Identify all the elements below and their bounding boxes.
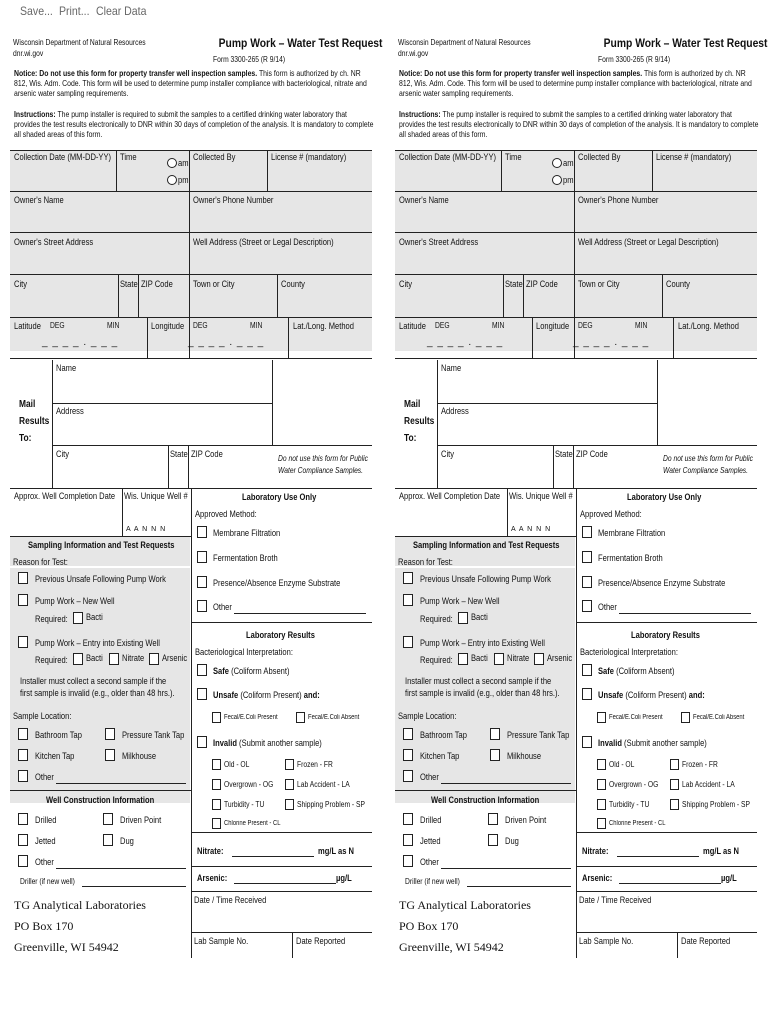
lab-address-line1: TG Analytical Laboratories — [14, 898, 146, 912]
approved-method-label: Approved Method: — [195, 509, 257, 519]
pm-radio[interactable] — [552, 175, 562, 185]
fermentation-checkbox[interactable] — [197, 551, 207, 563]
frozen-checkbox[interactable] — [670, 759, 679, 770]
invalid-checkbox[interactable] — [197, 736, 207, 748]
lab-sample-label: Lab Sample No. — [579, 936, 634, 946]
milkhouse-label: Milkhouse — [122, 751, 157, 761]
driven-label: Driven Point — [505, 815, 547, 825]
notice-text: Notice: Do not use this form for property transfer well inspection samples. This form is authorized by ch. NR 812, Wis. Adm. Code. This form will be used to determine pump installer compliance with bacteriological, nitrate and arsenic water sampling requirements. — [14, 69, 367, 98]
town-label: Town or City — [193, 279, 235, 289]
other-location-checkbox[interactable] — [403, 770, 413, 782]
presence-label: Presence/Absence Enzyme Substrate — [213, 578, 341, 588]
prev-unsafe-label: Previous Unsafe Following Pump Work — [35, 574, 166, 584]
mail-address-label: Address — [441, 406, 469, 416]
existing-arsenic-label: Arsenic — [162, 653, 188, 663]
existing-arsenic-label: Arsenic — [547, 653, 573, 663]
new-well-bacti-label: Bacti — [471, 612, 488, 622]
no-public-note-2: Water Compliance Samples. — [278, 466, 364, 475]
date-received-label: Date / Time Received — [579, 895, 652, 905]
milkhouse-checkbox[interactable] — [105, 749, 115, 761]
driven-checkbox[interactable] — [488, 813, 498, 825]
mail-results-label-2: Results — [19, 416, 50, 427]
form-title: Pump Work – Water Test Request — [218, 36, 382, 50]
accident-checkbox[interactable] — [670, 779, 679, 790]
long-min-label: MIN — [250, 321, 263, 330]
am-radio[interactable] — [552, 158, 562, 168]
no-public-note: Do not use this form for Public — [663, 454, 754, 463]
driller-label: Driller (if new well) — [20, 877, 75, 886]
am-radio[interactable] — [167, 158, 177, 168]
latitude-label: Latitude — [399, 321, 426, 331]
accident-label: Lab Accident - LA — [682, 780, 735, 789]
existing-nitrate-checkbox[interactable] — [494, 653, 504, 665]
membrane-label: Membrane Filtration — [213, 528, 281, 538]
overgrown-checkbox[interactable] — [212, 779, 221, 790]
lat-entry[interactable]: _ _ _ _ . _ _ _ — [42, 337, 119, 348]
am-label: am — [178, 158, 189, 168]
longitude-label: Longitude — [536, 321, 570, 331]
driller-line[interactable] — [82, 886, 186, 887]
accident-label: Lab Accident - LA — [297, 780, 350, 789]
dug-label: Dug — [120, 836, 134, 846]
drilled-label: Drilled — [35, 815, 57, 825]
date-received-label: Date / Time Received — [194, 895, 267, 905]
chlorine-checkbox[interactable] — [597, 818, 606, 829]
lat-deg-label: DEG — [50, 321, 65, 330]
installer-note-2: first sample is invalid (e.g., older than 48 hrs.). — [405, 688, 560, 698]
completion-date-label: Approx. Well Completion Date — [14, 491, 116, 501]
kitchen-checkbox[interactable] — [403, 749, 413, 761]
milkhouse-checkbox[interactable] — [490, 749, 500, 761]
other-construction-line[interactable] — [56, 868, 186, 869]
instructions-text: Instructions: The pump installer is required to submit the samples to a certified drinking water laboratory that provides the test results electronically to DNR within 30 days of completion of the analysis. It is mandatory to complete all shaded areas of this form. — [14, 110, 374, 139]
nitrate-line[interactable] — [617, 856, 699, 857]
construction-title: Well Construction Information — [46, 795, 155, 805]
unsafe-label: Unsafe (Coliform Present) and: — [598, 690, 705, 700]
long-deg-label: DEG — [193, 321, 208, 330]
owner-name-label: Owner's Name — [14, 195, 64, 205]
mail-name-label: Name — [56, 363, 77, 373]
existing-well-required-label: Required: — [420, 655, 453, 665]
other-construction-label: Other — [420, 857, 439, 867]
construction-title: Well Construction Information — [431, 795, 540, 805]
long-entry[interactable]: _ _ _ _ . _ _ _ — [188, 337, 265, 348]
license-label: License # (mandatory) — [656, 152, 732, 162]
reason-label: Reason for Test: — [13, 557, 68, 567]
collected-by-label: Collected By — [193, 152, 236, 162]
mail-state-label: State — [170, 449, 188, 459]
new-well-label: Pump Work – New Well — [420, 596, 500, 606]
unsafe-checkbox[interactable] — [582, 688, 592, 700]
time-label: Time — [120, 152, 137, 162]
existing-well-checkbox[interactable] — [403, 636, 413, 648]
other-construction-checkbox[interactable] — [403, 855, 413, 867]
other-construction-checkbox[interactable] — [18, 855, 28, 867]
state-label: State — [505, 279, 523, 289]
presence-checkbox[interactable] — [197, 576, 207, 588]
lab-other-checkbox[interactable] — [197, 600, 207, 612]
other-location-label: Other — [35, 772, 54, 782]
lab-other-line[interactable] — [619, 613, 751, 614]
owner-phone-label: Owner's Phone Number — [578, 195, 659, 205]
no-public-note: Do not use this form for Public — [278, 454, 369, 463]
existing-bacti-label: Bacti — [86, 653, 103, 663]
long-min-label: MIN — [635, 321, 648, 330]
new-well-bacti-checkbox[interactable] — [458, 612, 468, 624]
long-entry[interactable]: _ _ _ _ . _ _ _ — [573, 337, 650, 348]
drilled-checkbox[interactable] — [403, 813, 413, 825]
unsafe-label: Unsafe (Coliform Present) and: — [213, 690, 320, 700]
fecal-absent-label: Fecal/E.Coli Absent — [693, 714, 745, 721]
membrane-label: Membrane Filtration — [598, 528, 666, 538]
old-checkbox[interactable] — [212, 759, 221, 770]
overgrown-label: Overgrown - OG — [609, 780, 659, 789]
nitrate-unit: mg/L as N — [318, 846, 355, 856]
bact-interp-label: Bacteriological Interpretation: — [195, 647, 293, 657]
lab-address-line3: Greenville, WI 54942 — [399, 940, 504, 954]
collection-date-label: Collection Date (MM-DD-YY) — [399, 152, 497, 162]
instructions-text: Instructions: The pump installer is required to submit the samples to a certified drinking water laboratory that provides the test results electronically to DNR within 30 days of completion of the analysis. It is mandatory to complete all shaded areas of this form. — [399, 110, 759, 139]
accident-checkbox[interactable] — [285, 779, 294, 790]
existing-bacti-checkbox[interactable] — [458, 653, 468, 665]
existing-arsenic-checkbox[interactable] — [149, 653, 159, 665]
presence-label: Presence/Absence Enzyme Substrate — [598, 578, 726, 588]
fecal-absent-label: Fecal/E.Coli Absent — [308, 714, 360, 721]
other-location-line[interactable] — [56, 783, 186, 784]
agency-website: dnr.wi.gov — [398, 49, 429, 58]
lab-address-line2: PO Box 170 — [14, 919, 74, 933]
mail-address-label: Address — [56, 406, 84, 416]
lab-other-line[interactable] — [234, 613, 366, 614]
installer-note: Installer must collect a second sample if the — [405, 676, 552, 686]
lat-entry[interactable]: _ _ _ _ . _ _ _ — [427, 337, 504, 348]
date-reported-label: Date Reported — [296, 936, 346, 946]
unique-well-label: Wis. Unique Well # — [124, 491, 188, 501]
driller-line[interactable] — [467, 886, 571, 887]
shipping-checkbox[interactable] — [670, 799, 679, 810]
fecal-present-checkbox[interactable] — [212, 712, 221, 723]
bathroom-label: Bathroom Tap — [35, 730, 82, 740]
membrane-checkbox[interactable] — [582, 526, 592, 538]
time-label: Time — [505, 152, 522, 162]
mail-name-label: Name — [441, 363, 462, 373]
overgrown-checkbox[interactable] — [597, 779, 606, 790]
collected-by-label: Collected By — [578, 152, 621, 162]
lab-address-line3: Greenville, WI 54942 — [14, 940, 119, 954]
date-reported-label: Date Reported — [681, 936, 731, 946]
fermentation-checkbox[interactable] — [582, 551, 592, 563]
old-label: Old - OL — [224, 760, 250, 769]
fecal-present-label: Fecal/E.Coli Present — [609, 714, 663, 721]
lab-other-label: Other — [598, 602, 617, 612]
shipping-label: Shipping Problem - SP — [297, 800, 365, 809]
fecal-absent-checkbox[interactable] — [681, 712, 690, 723]
other-location-checkbox[interactable] — [18, 770, 28, 782]
milkhouse-label: Milkhouse — [507, 751, 542, 761]
latlong-method-label: Lat./Long. Method — [678, 321, 739, 331]
mail-results-label: Mail — [19, 399, 36, 410]
turbidity-checkbox[interactable] — [212, 799, 221, 810]
lab-address-line1: TG Analytical Laboratories — [399, 898, 531, 912]
jetted-label: Jetted — [420, 836, 441, 846]
existing-nitrate-label: Nitrate — [122, 653, 145, 663]
kitchen-label: Kitchen Tap — [420, 751, 460, 761]
lat-min-label: MIN — [107, 321, 120, 330]
unique-well-chars: A A N N N — [511, 526, 552, 533]
arsenic-unit: µg/L — [721, 873, 737, 883]
chlorine-checkbox[interactable] — [212, 818, 221, 829]
owner-phone-label: Owner's Phone Number — [193, 195, 274, 205]
county-label: County — [666, 279, 690, 289]
prev-unsafe-label: Previous Unsafe Following Pump Work — [420, 574, 551, 584]
latitude-label: Latitude — [14, 321, 41, 331]
fecal-present-checkbox[interactable] — [597, 712, 606, 723]
sampling-title: Sampling Information and Test Requests — [28, 540, 175, 550]
zip-label: ZIP Code — [526, 279, 558, 289]
sampling-title: Sampling Information and Test Requests — [413, 540, 560, 550]
existing-bacti-checkbox[interactable] — [73, 653, 83, 665]
approved-method-label: Approved Method: — [580, 509, 642, 519]
completion-date-label: Approx. Well Completion Date — [399, 491, 501, 501]
frozen-label: Frozen - FR — [682, 760, 718, 769]
mail-zip-label: ZIP Code — [576, 449, 608, 459]
drilled-label: Drilled — [420, 815, 442, 825]
other-construction-line[interactable] — [441, 868, 571, 869]
existing-well-required-label: Required: — [35, 655, 68, 665]
pressure-tank-label: Pressure Tank Tap — [507, 730, 570, 740]
prev-unsafe-checkbox[interactable] — [403, 572, 413, 584]
mail-city-label: City — [441, 449, 455, 459]
agency-name: Wisconsin Department of Natural Resources — [398, 38, 531, 47]
invalid-label: Invalid (Submit another sample) — [598, 738, 707, 748]
lab-address-line2: PO Box 170 — [399, 919, 459, 933]
dug-label: Dug — [505, 836, 519, 846]
installer-note: Installer must collect a second sample if the — [20, 676, 167, 686]
old-label: Old - OL — [609, 760, 635, 769]
lab-use-title: Laboratory Use Only — [627, 492, 702, 502]
safe-checkbox[interactable] — [582, 664, 592, 676]
other-construction-label: Other — [35, 857, 54, 867]
frozen-checkbox[interactable] — [285, 759, 294, 770]
arsenic-unit: µg/L — [336, 873, 352, 883]
new-well-bacti-checkbox[interactable] — [73, 612, 83, 624]
driller-label: Driller (if new well) — [405, 877, 460, 886]
pressure-tank-label: Pressure Tank Tap — [122, 730, 185, 740]
dug-checkbox[interactable] — [103, 834, 113, 846]
lab-results-title: Laboratory Results — [631, 630, 700, 640]
other-location-line[interactable] — [441, 783, 571, 784]
no-public-note-2: Water Compliance Samples. — [663, 466, 749, 475]
mail-city-label: City — [56, 449, 70, 459]
sample-location-label: Sample Location: — [13, 711, 72, 721]
unique-well-chars: A A N N N — [126, 526, 167, 533]
lab-other-label: Other — [213, 602, 232, 612]
drilled-checkbox[interactable] — [18, 813, 28, 825]
long-deg-label: DEG — [578, 321, 593, 330]
new-well-bacti-label: Bacti — [86, 612, 103, 622]
save-button[interactable]: Save... — [20, 4, 53, 18]
bact-interp-label: Bacteriological Interpretation: — [580, 647, 678, 657]
safe-label: Safe (Coliform Absent) — [213, 666, 290, 676]
sample-location-label: Sample Location: — [398, 711, 457, 721]
prev-unsafe-checkbox[interactable] — [18, 572, 28, 584]
pressure-tank-checkbox[interactable] — [105, 728, 115, 740]
existing-well-label: Pump Work – Entry into Existing Well — [420, 638, 545, 648]
new-well-required-label: Required: — [35, 614, 68, 624]
bathroom-label: Bathroom Tap — [420, 730, 467, 740]
form-title: Pump Work – Water Test Request — [603, 36, 767, 50]
nitrate-line[interactable] — [232, 856, 314, 857]
nitrate-label: Nitrate: — [582, 846, 609, 856]
nitrate-unit: mg/L as N — [703, 846, 740, 856]
turbidity-label: Turbidity - TU — [609, 800, 650, 809]
unsafe-checkbox[interactable] — [197, 688, 207, 700]
shipping-label: Shipping Problem - SP — [682, 800, 750, 809]
mail-state-label: State — [555, 449, 573, 459]
town-label: Town or City — [578, 279, 620, 289]
arsenic-line[interactable] — [234, 883, 336, 884]
jetted-label: Jetted — [35, 836, 56, 846]
unique-well-label: Wis. Unique Well # — [509, 491, 573, 501]
owner-street-label: Owner's Street Address — [14, 237, 94, 247]
kitchen-label: Kitchen Tap — [35, 751, 75, 761]
invalid-label: Invalid (Submit another sample) — [213, 738, 322, 748]
frozen-label: Frozen - FR — [297, 760, 333, 769]
existing-nitrate-checkbox[interactable] — [109, 653, 119, 665]
form-number: Form 3300-265 (R 9/14) — [598, 55, 671, 64]
latlong-method-label: Lat./Long. Method — [293, 321, 354, 331]
well-address-label: Well Address (Street or Legal Description) — [578, 237, 719, 247]
mail-results-label: Mail — [404, 399, 421, 410]
driven-checkbox[interactable] — [103, 813, 113, 825]
safe-checkbox[interactable] — [197, 664, 207, 676]
zip-label: ZIP Code — [141, 279, 173, 289]
toolbar — [0, 0, 770, 24]
bathroom-checkbox[interactable] — [403, 728, 413, 740]
existing-nitrate-label: Nitrate — [507, 653, 530, 663]
lat-min-label: MIN — [492, 321, 505, 330]
county-label: County — [281, 279, 305, 289]
am-label: am — [563, 158, 574, 168]
nitrate-label: Nitrate: — [197, 846, 224, 856]
owner-street-label: Owner's Street Address — [399, 237, 479, 247]
mail-results-label-3: To: — [19, 433, 32, 444]
longitude-label: Longitude — [151, 321, 185, 331]
arsenic-label: Arsenic: — [197, 873, 228, 883]
jetted-checkbox[interactable] — [403, 834, 413, 846]
invalid-checkbox[interactable] — [582, 736, 592, 748]
pm-radio[interactable] — [167, 175, 177, 185]
fecal-absent-checkbox[interactable] — [296, 712, 305, 723]
overgrown-label: Overgrown - OG — [224, 780, 274, 789]
presence-checkbox[interactable] — [582, 576, 592, 588]
lat-deg-label: DEG — [435, 321, 450, 330]
old-checkbox[interactable] — [597, 759, 606, 770]
pm-label: pm — [563, 175, 574, 185]
existing-well-label: Pump Work – Entry into Existing Well — [35, 638, 160, 648]
print-button[interactable]: Print... — [59, 4, 90, 18]
existing-arsenic-checkbox[interactable] — [534, 653, 544, 665]
existing-well-checkbox[interactable] — [18, 636, 28, 648]
arsenic-label: Arsenic: — [582, 873, 613, 883]
reason-label: Reason for Test: — [398, 557, 453, 567]
safe-label: Safe (Coliform Absent) — [598, 666, 675, 676]
lab-other-checkbox[interactable] — [582, 600, 592, 612]
form-copy-right — [395, 34, 767, 1014]
bathroom-checkbox[interactable] — [18, 728, 28, 740]
pm-label: pm — [178, 175, 189, 185]
fermentation-label: Fermentation Broth — [598, 553, 663, 563]
new-well-checkbox[interactable] — [18, 594, 28, 606]
form-number: Form 3300-265 (R 9/14) — [213, 55, 286, 64]
city-label: City — [14, 279, 28, 289]
lab-sample-label: Lab Sample No. — [194, 936, 249, 946]
membrane-checkbox[interactable] — [197, 526, 207, 538]
driven-label: Driven Point — [120, 815, 162, 825]
installer-note-2: first sample is invalid (e.g., older than 48 hrs.). — [20, 688, 175, 698]
mail-results-label-3: To: — [404, 433, 417, 444]
dug-checkbox[interactable] — [488, 834, 498, 846]
well-address-label: Well Address (Street or Legal Description) — [193, 237, 334, 247]
pressure-tank-checkbox[interactable] — [490, 728, 500, 740]
lab-use-title: Laboratory Use Only — [242, 492, 317, 502]
fecal-present-label: Fecal/E.Coli Present — [224, 714, 278, 721]
license-label: License # (mandatory) — [271, 152, 347, 162]
kitchen-checkbox[interactable] — [18, 749, 28, 761]
shipping-checkbox[interactable] — [285, 799, 294, 810]
new-well-required-label: Required: — [420, 614, 453, 624]
jetted-checkbox[interactable] — [18, 834, 28, 846]
turbidity-label: Turbidity - TU — [224, 800, 265, 809]
fermentation-label: Fermentation Broth — [213, 553, 278, 563]
chlorine-label: Chlorine Present - CL — [609, 820, 666, 827]
mail-results-label-2: Results — [404, 416, 435, 427]
mail-zip-label: ZIP Code — [191, 449, 223, 459]
new-well-label: Pump Work – New Well — [35, 596, 115, 606]
agency-website: dnr.wi.gov — [13, 49, 44, 58]
form-copy-left — [10, 34, 382, 1014]
collection-date-label: Collection Date (MM-DD-YY) — [14, 152, 112, 162]
other-location-label: Other — [420, 772, 439, 782]
clear-data-button[interactable]: Clear Data — [96, 4, 147, 18]
lab-results-title: Laboratory Results — [246, 630, 315, 640]
owner-name-label: Owner's Name — [399, 195, 449, 205]
city-label: City — [399, 279, 413, 289]
new-well-checkbox[interactable] — [403, 594, 413, 606]
turbidity-checkbox[interactable] — [597, 799, 606, 810]
chlorine-label: Chlorine Present - CL — [224, 820, 281, 827]
notice-text: Notice: Do not use this form for property transfer well inspection samples. This form is authorized by ch. NR 812, Wis. Adm. Code. This form will be used to determine pump installer compliance with bacteriological, nitrate and arsenic water sampling requirements. — [399, 69, 752, 98]
existing-bacti-label: Bacti — [471, 653, 488, 663]
state-label: State — [120, 279, 138, 289]
agency-name: Wisconsin Department of Natural Resources — [13, 38, 146, 47]
arsenic-line[interactable] — [619, 883, 721, 884]
